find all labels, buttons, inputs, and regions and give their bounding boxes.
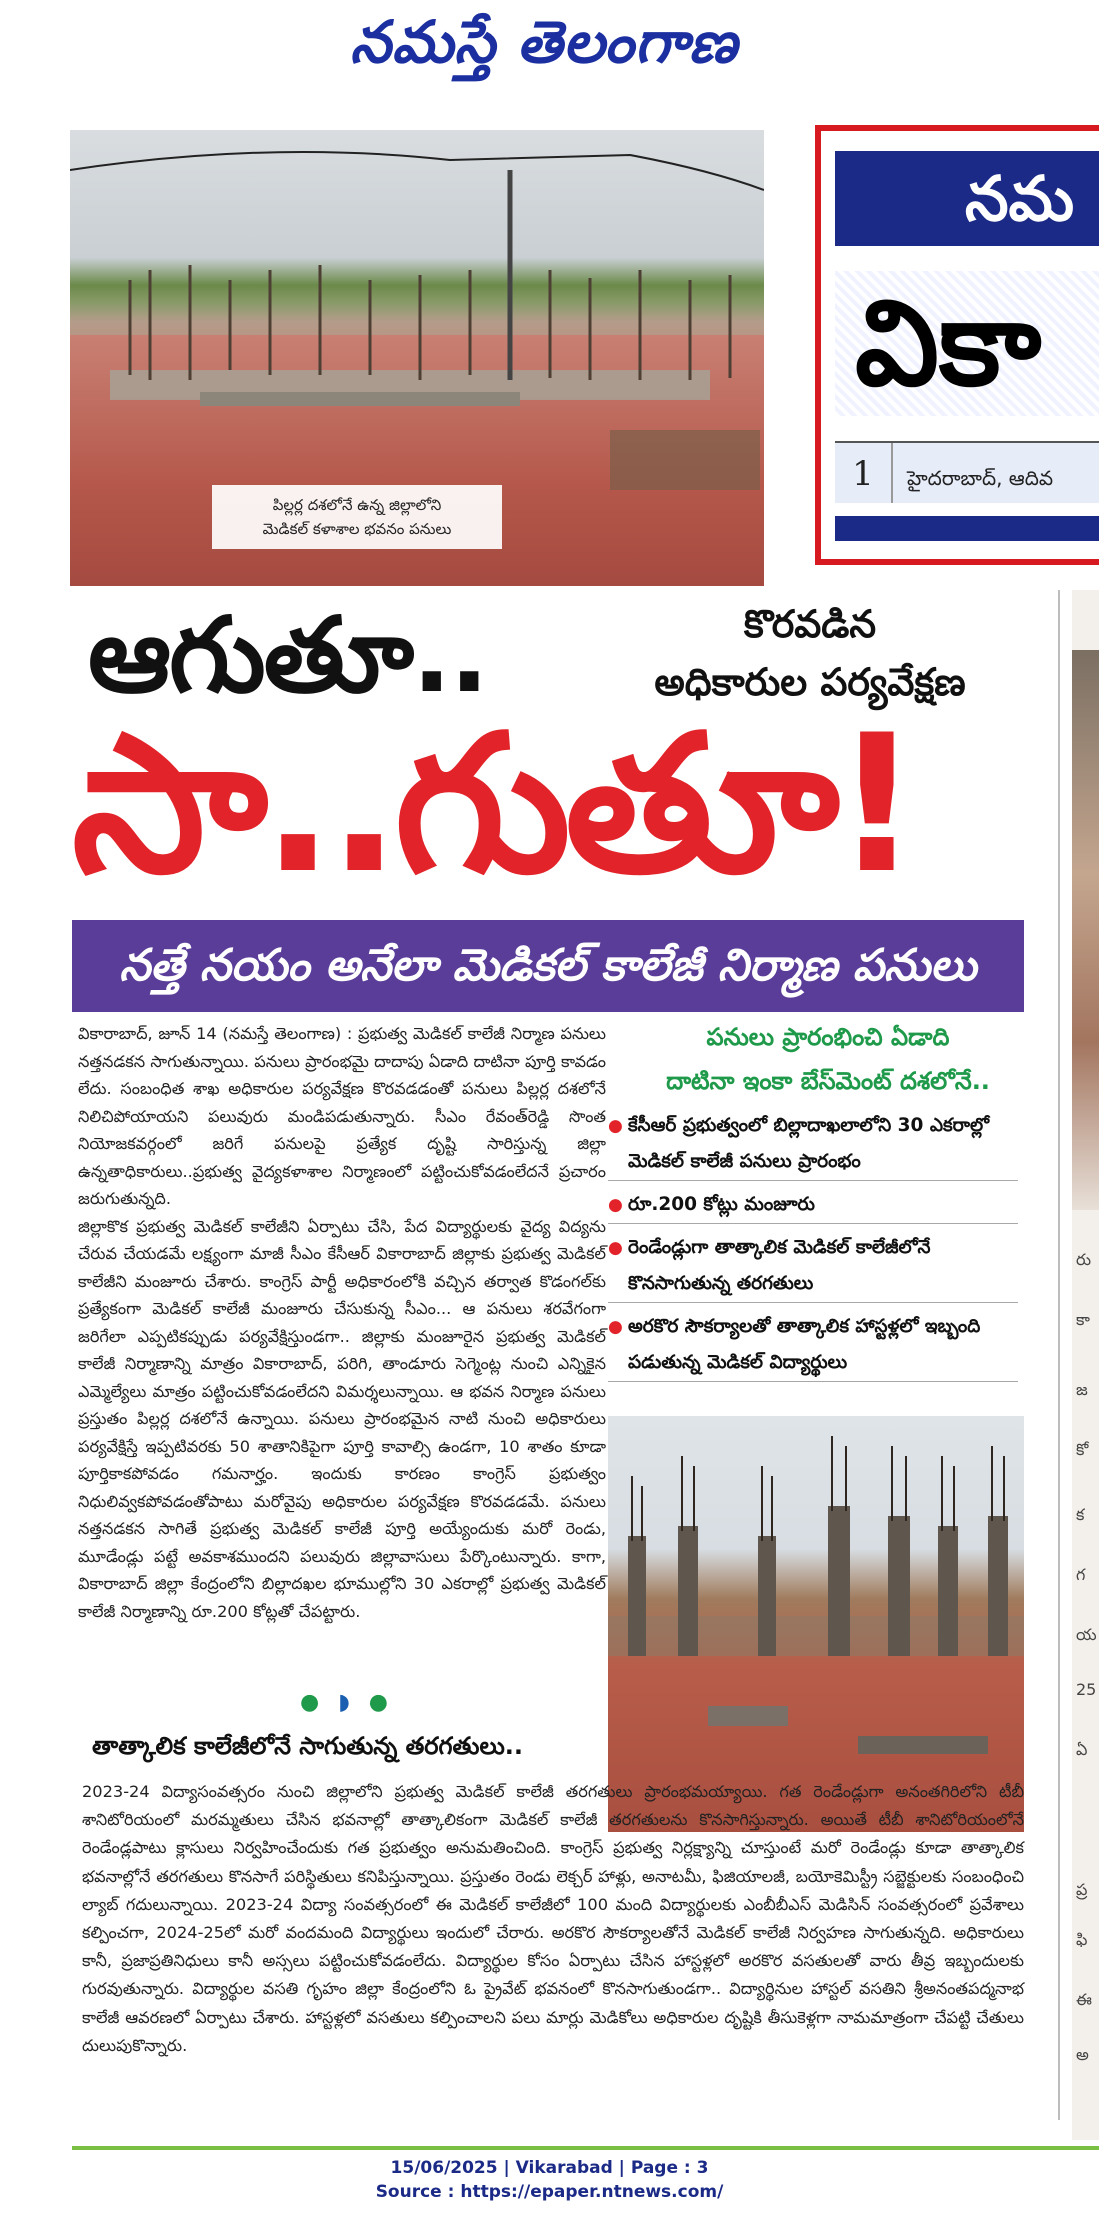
adjacent-text: కో — [1076, 1440, 1089, 1459]
construction-site-photo — [70, 130, 764, 586]
adjacent-article-strip — [1072, 590, 1099, 2140]
promo-ad — [815, 125, 1099, 565]
headline-line2: సా..గుతూ! — [72, 694, 915, 915]
footer-source-link[interactable]: Source : https://epaper.ntnews.com/ — [375, 2182, 724, 2202]
photo2-scene-drawing — [608, 1416, 1024, 1832]
pillars-construction-photo — [608, 1416, 1024, 1832]
column-divider — [1058, 590, 1060, 2120]
kicker-line2: అధికారుల పర్యవేక్షణ — [654, 660, 966, 704]
headline-deck: నత్తే నయం అనేలా మెడికల్ కాలేజీ నిర్మాణ పనులు — [72, 920, 1024, 1012]
photo-caption-line1: పిల్లర్ల దశలోనే ఉన్న జిల్లాలోని — [272, 496, 442, 514]
ad-city-text: హైదరాబాద్, ఆదివ — [907, 466, 1054, 490]
photo-caption-line2: మెడికల్ కళాశాల భవనం పనులు — [262, 520, 452, 538]
article-body-bottom: 2023-24 విద్యాసంవత్సరం నుంచి జిల్లాలోని ప్రభుత్వ మెడికల్ కాలేజీ తరగతులు ప్రారంభమయ్యాయి. గత రెండేండ్లుగా అనంతగిరిలోని టీబీ శానిటోరియంలో మరమ్మతులు చేసిన భవనాల్లో తాత్కాలికంగా మెడికల్ కాలేజీ తరగతులను కొనసాగిస్తున్నారు. అయితే టీబీ శానిటోరియంలోనే రెండేండ్లపాటు క్లాసులు నిర్వహించేందుకు గత ప్రభుత్వం అనుమతించింది. కాంగ్రెస్ ప్రభుత్వ నిర్లక్ష్యాన్ని చూస్తుంటే మరో రెండేండ్లు కూడా తాత్కాలిక భవనాల్లోనే తరగతులు కొనసాగే పరిస్థితులు కనిపిస్తున్నాయి. ప్రస్తుతం రెండు లెక్చర్ హాళ్లు, అనాటమీ, ఫిజియాలజీ, బయోకెమిస్ట్రీ సబ్జెక్టులకు సంబంధించి ల్యాబ్ గదులున్నాయి. 2023-24 విద్యా సంవత్సరంలో ఈ మెడికల్ కాలేజీలో 100 మంది విద్యార్థులకు ఎంబీబీఎస్ మెడిసిన్ సంవత్సరంలో ప్రవేశాలు కల్పించగా, 2024-25లో మరో వందమంది విద్యార్థులు ఇందులో చేరారు. అరకొర సౌకర్యాలతోనే మెడికల్ కాలేజీ నిర్వహణ సాగుతున్నది. అధికారులు కానీ, ప్రజాప్రతినిధులు కానీ అస్సలు పట్టించుకోవడంలేదు. విద్యార్థుల కోసం ఏర్పాటు చేసిన హాస్టళ్లలో అరకొర వసతులతో వారు తీవ్ర ఇబ్బందులకు గురవుతున్నారు. విద్యార్థుల వసతి గృహం జిల్లా కేంద్రంలోని ఓ ప్రైవేట్ భవనంలో కొనసాగుతుండగా.. విద్యార్థినుల హాస్టల్ వసతిని శ్రీఅనంతపద్మనాభ కాలేజీ ఆవరణలో ఏర్పాటు చేశారు. హాస్టళ్లలో వసతులు కల్పించాలని పలు మార్లు మెడికోలు అధికారుల దృష్టికి తీసుకెళ్లగా నామమాత్రంగా చేపట్టి చేతులు దులుపుకొన్నారు. — [82, 1782, 1024, 2055]
highlights-list — [608, 1108, 1018, 1388]
adjacent-text: ఏ — [1076, 1740, 1088, 1759]
article-paragraph: వికారాబాద్, జూన్ 14 (నమస్తే తెలంగాణ) : ప్రభుత్వ మెడికల్ కాలేజీ నిర్మాణ పనులు నత్తనడకన సాగుతున్నాయి. పనులు ప్రారంభమై దాదాపు ఏడాది దాటినా పూర్తి కావడం లేదు. సంబంధిత శాఖ అధికారుల పర్యవేక్షణ కొరవడడంతో పనులు పిల్లర్ల దశలోనే నిలిచిపోయాయని పలువురు మండిపడుతున్నారు. సీఎం రేవంత్‌రెడ్డి సొంత నియోజకవర్గంలో జరిగే పనులపై ప్రత్యేక దృష్టి సారిస్తున్న జిల్లా ఉన్నతాధికారులు..ప్రభుత్వ వైద్యకళాశాల నిర్మాణంలో పట్టించుకోవడంలేదనే ప్రచారం జరుగుతున్నది. — [78, 1024, 606, 1208]
ad-issue-number: 1 — [835, 443, 893, 503]
highlight-item: ● రెండేండ్లుగా తాత్కాలిక మెడికల్ కాలేజీలోనే కొనసాగుతున్న తరగతులు — [608, 1230, 1018, 1303]
adjacent-text: గ — [1076, 1565, 1086, 1584]
section-divider-dots: ● ◗ ● — [300, 1690, 394, 1715]
newspaper-logo: నమస్తే తెలంగాణ — [350, 8, 738, 76]
highlight-item: ● అరకొర సౌకర్యాలతో తాత్కాలిక హాస్టళ్లలో ఇబ్బంది పడుతున్న మెడికల్ విద్యార్థులు — [608, 1309, 1018, 1382]
adjacent-text: ప్ర — [1076, 1880, 1088, 1899]
adjacent-text: ఈ — [1076, 1990, 1092, 2009]
ad-bottom-band — [835, 516, 1099, 541]
article-body-left — [78, 1020, 606, 1625]
highlights-heading-line2: దాటినా ఇంకా బేస్‌మెంట్ దశలోనే.. — [666, 1067, 990, 1095]
adjacent-text: అ — [1076, 2045, 1089, 2064]
adjacent-text: రు — [1076, 1250, 1092, 1269]
highlights-heading — [628, 1015, 1028, 1103]
masthead — [0, 0, 1099, 120]
adjacent-text: 25 — [1076, 1680, 1097, 1699]
headline-line1: ఆగుతూ.. — [88, 594, 488, 716]
adjacent-text: క — [1076, 1505, 1085, 1524]
footer-rule — [72, 2146, 1099, 2150]
article-paragraph: జిల్లాకొక ప్రభుత్వ మెడికల్ కాలేజీని ఏర్పాటు చేసి, పేద విద్యార్థులకు వైద్య విద్యను చేరువ చేయడమే లక్ష్యంగా మాజీ సీఎం కేసీఆర్ వికారాబాద్ జిల్లాకు ప్రభుత్వ మెడికల్ కాలేజీని మంజూరు చేశారు. కాంగ్రెస్ పార్టీ అధికారంలోకి వచ్చిన తర్వాత కొడంగల్‌కు ప్రత్యేకంగా మెడికల్ కాలేజీ మంజూరు చేసుకున్న సీఎం... ఆ పనులు శరవేగంగా జరిగేలా ఎప్పటికప్పుడు పర్యవేక్షిస్తుండగా.. జిల్లాకు మంజూరైన ప్రభుత్వ మెడికల్ కాలేజీ నిర్మాణాన్ని మాత్రం వికారాబాద్, పరిగి, తాండూరు సెగ్మెంట్ల నుంచి ఎన్నికైన ఎమ్మెల్యేలు మాత్రం పట్టించుకోవడంలేదని విమర్శలున్నాయి. ఆ భవన నిర్మాణ పనులు ప్రస్తుతం పిల్లర్ల దశలోనే ఉన్నాయి. పనులు ప్రారంభమైన నాటి నుంచి అధికారులు పర్యవేక్షిస్తే ఇప్పటివరకు 50 శాతానికిపైగా పూర్తి కావాల్సి ఉండగా, 10 శాతం కూడా పూర్తికాకపోవడం గమనార్హం. ఇందుకు కారణం కాంగ్రెస్ ప్రభుత్వం నిధులివ్వకపోవడంతోపాటు మరోవైపు అధికారుల పర్యవేక్షణ కొరవడడమే. పనులు నత్తనడకన సాగితే ప్రభుత్వ మెడికల్ కాలేజీ పూర్తి అయ్యేందుకు మరో రెండు, మూడేండ్లు పట్టే అవకాశముందని పలువురు జిల్లావాసులు పేర్కొంటున్నారు. కాగా, వికారాబాద్ జిల్లా కేంద్రంలోని బిల్లాదఖల భూముల్లోని 30 ఎకరాల్లో ప్రభుత్వ మెడికల్ కాలేజీ నిర్మాణాన్ని రూ.200 కోట్లతో చేపట్టారు. — [78, 1216, 606, 1621]
highlight-item: ● కేసీఆర్ ప్రభుత్వంలో బిల్లాదాఖలాలోని 30 ఎకరాల్లో మెడికల్ కాలేజీ పనులు ప్రారంభం — [608, 1108, 1018, 1181]
highlights-heading-line1: పనులు ప్రారంభించి ఏడాది — [706, 1023, 950, 1051]
ad-big-text: వికా — [835, 271, 1099, 416]
ad-band-text: నమ — [835, 151, 1099, 246]
highlight-item: ● రూ.200 కోట్లు మంజూరు — [608, 1187, 1018, 1224]
subsection-heading: తాత్కాలిక కాలేజీలోనే సాగుతున్న తరగతులు.. — [92, 1732, 524, 1760]
adjacent-text: జ — [1076, 1380, 1088, 1399]
photo-caption — [212, 485, 502, 549]
ad-issue-row — [835, 441, 1099, 503]
adjacent-text: య — [1076, 1625, 1097, 1644]
adjacent-text: ఫి — [1076, 1930, 1088, 1949]
adjacent-text: కా — [1076, 1310, 1090, 1329]
adjacent-article-photo — [1072, 650, 1099, 1210]
kicker-line1: కొరవడిన — [743, 602, 877, 646]
footer-edition-info: 15/06/2025 | Vikarabad | Page : 3 — [390, 2158, 709, 2178]
